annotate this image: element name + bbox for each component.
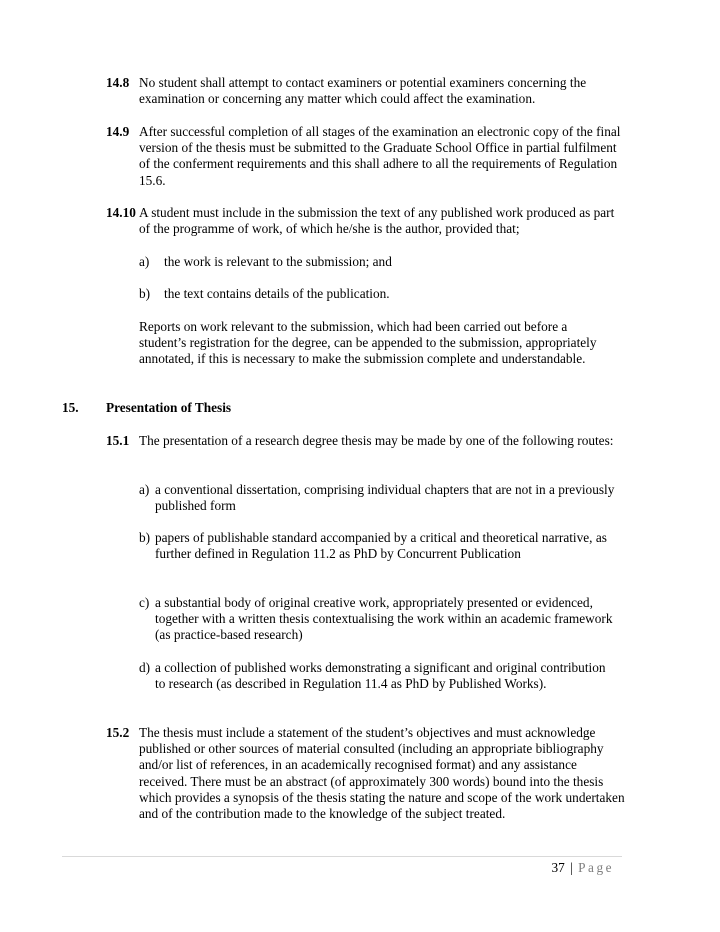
footer-separator: | (570, 860, 573, 875)
clause-number: 14.10 (106, 205, 136, 220)
clause-14-10 (106, 205, 626, 237)
list-label: b) (139, 530, 151, 545)
list-text: a substantial body of original creative work, appropriately presented or evidenced, together with a written thesis contextualising the work within an academic framework (as practice-based research) (155, 595, 613, 643)
footer-divider (62, 856, 622, 857)
list-item (139, 660, 619, 692)
list-text: the text contains details of the publication. (164, 286, 390, 301)
section-number: 15. (62, 400, 79, 415)
list-item (139, 286, 619, 302)
section-title: Presentation of Thesis (106, 400, 232, 415)
clause-14-8 (106, 75, 626, 107)
clause-number: 14.9 (106, 124, 130, 139)
page-label: Page (578, 860, 614, 875)
list-text: the work is relevant to the submission; and (164, 254, 392, 269)
list-text: a collection of published works demonstrating a significant and original contribution to research (as described in Regulation 11.4 as PhD by Published Works). (155, 660, 606, 692)
list-label: a) (139, 482, 150, 497)
page-number: 37 (551, 860, 565, 875)
clause-15-2 (106, 725, 626, 822)
clause-text: No student shall attempt to contact examiners or potential examiners concerning the examination or concerning any matter which could affect the examination. (139, 75, 587, 107)
clause-text: The presentation of a research degree thesis may be made by one of the following routes: (139, 433, 614, 448)
list-text: a conventional dissertation, comprising individual chapters that are not in a previously published form (155, 482, 615, 514)
clause-number: 14.8 (106, 75, 130, 90)
list-label: b) (139, 286, 151, 301)
clause-text: A student must include in the submission the text of any published work produced as part of the programme of work, of which he/she is the author, provided that; (139, 205, 615, 237)
list-label: a) (139, 254, 150, 269)
clause-14-9 (106, 124, 626, 189)
list-label: c) (139, 595, 150, 610)
clause-text: The thesis must include a statement of the student’s objectives and must acknowledge published or other sources of material consulted (including an appropriate bibliography and/or list of references, in an academically recognised format) and any assistance received. There must be an abstract (of approximately 300 words) bound into the thesis which provides a synopsis of the thesis stating the nature and scope of the work undertaken and of the contribution made to the knowledge of the subject treated. (139, 725, 625, 822)
clause-15-1 (106, 433, 626, 449)
list-item (139, 530, 619, 562)
paragraph-14-10: Reports on work relevant to the submission, which had been carried out before a student’s registration for the degree, can be appended to the submission, appropriately annotated, if this is necessary to make the submission complete and understandable. (139, 319, 597, 367)
list-item (139, 254, 619, 270)
list-label: d) (139, 660, 151, 675)
list-item (139, 595, 619, 644)
clause-number: 15.1 (106, 433, 130, 448)
list-item (139, 482, 619, 514)
clause-number: 15.2 (106, 725, 130, 740)
clause-text: After successful completion of all stages of the examination an electronic copy of the final version of the thesis must be submitted to the Graduate School Office in partial fulfilment of the conferment requirements and this shall adhere to all the requirements of Regulation 15.6. (139, 124, 621, 188)
list-text: papers of publishable standard accompanied by a critical and theoretical narrative, as further defined in Regulation 11.2 as PhD by Concurrent Publication (155, 530, 607, 562)
page-footer (552, 860, 614, 876)
